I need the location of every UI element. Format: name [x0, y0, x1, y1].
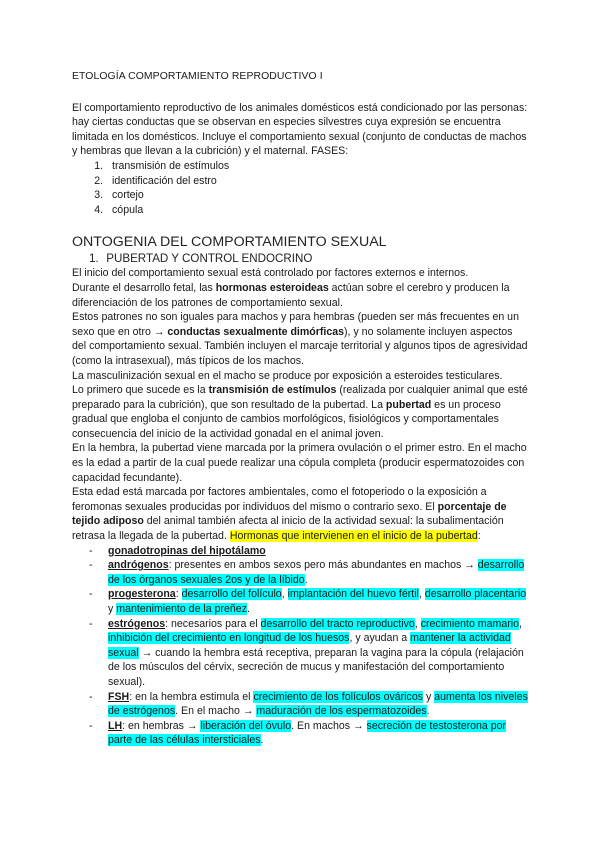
highlighted-text: Hormonas que intervienen en el inicio de la pubertad — [229, 530, 478, 543]
highlighted-text: liberación del óvulo — [200, 719, 292, 732]
bold-term: transmisión de estímulos — [208, 384, 337, 397]
list-item: - LH: en hembras → liberación del óvulo. En machos → secreción de testosterona por parte de las células intersticiales. — [89, 719, 507, 747]
bold-term: porcentaje de tejido adiposo — [72, 500, 507, 528]
highlighted-text: mantenimiento de la preñez — [116, 603, 247, 615]
hormone-name: LH — [108, 719, 123, 732]
highlighted-text: inhibición del crecimiento en longitud de los huesos — [108, 632, 350, 645]
highlighted-text: mantener la actividad sexual — [108, 632, 511, 659]
list-item: - FSH: en la hembra estimula el crecimiento de los folículos ováricos y aumenta los niveles de estrógenos. En el macho → maduración de los espermatozoides. — [89, 690, 528, 718]
highlighted-text: desarrollo placentario — [424, 588, 527, 601]
section-heading: ONTOGENIA DEL COMPORTAMIENTO SEXUAL — [72, 234, 387, 251]
paragraph: La masculinización sexual en el macho se produce por exposición a esteroides testiculares. — [72, 369, 503, 382]
list-item: - gonadotropinas del hipotálamo — [89, 544, 266, 557]
highlighted-text: maduración de los espermatozoides — [256, 705, 427, 718]
list-item: - estrógenos: necesarios para el desarrollo del tracto reproductivo, crecimiento mamario, inhibición del crecimiento en longitud de los huesos, y ayudan a mantener la actividad sexual → cuando la hembra está receptiva, preparan la vagina para la cópula (relajación de los músculos del cérvix, secreción de mucus y manifestación del comportamiento sexual). — [89, 617, 524, 688]
document-title: ETOLOGÍA COMPORTAMIENTO REPRODUCTIVO I — [72, 71, 323, 82]
highlighted-text: desarrollo del folículo — [181, 588, 282, 601]
hormone-name: andrógenos — [108, 559, 169, 572]
hormone-name: gonadotropinas del hipotálamo — [108, 544, 266, 557]
list-item: 2. identificación del estro — [106, 174, 528, 189]
paragraph: Durante el desarrollo fetal, las hormonas esteroideas actúan sobre el cerebro y producen la diferenciación de los patrones de comportamiento sexual. — [72, 281, 510, 309]
highlighted-text: desarrollo del tracto reproductivo — [260, 617, 415, 630]
hormone-name: estrógenos — [108, 617, 166, 630]
highlighted-text: crecimiento mamario — [420, 617, 520, 630]
list-item: - progesterona: desarrollo del folículo, implantación del huevo fértil, desarrollo placentario y mantenimiento de la preñez. — [89, 588, 527, 615]
bold-term: hormonas esteroideas — [215, 281, 329, 294]
document-body — [72, 70, 528, 748]
hormone-name: progesterona — [108, 588, 176, 601]
list-item: 3. cortejo — [106, 188, 528, 203]
highlighted-text: desarrollo de los órganos sexuales 2os y de la líbido — [108, 559, 525, 586]
subsection-number: 1. — [89, 252, 99, 266]
paragraph: El inicio del comportamiento sexual está controlado por factores externos e internos. — [72, 267, 469, 280]
paragraph: Esta edad está marcada por factores ambientales, como el fotoperiodo o la exposición a feromonas sexuales producidas por individuos del mismo o contrario sexo. El porcentaje de tejido adiposo del animal también afecta al inicio de la actividad sexual: la subalimentación retrasa la llegada de la pubertad. Hormonas que intervienen en el inicio de la pubertad: — [72, 486, 507, 543]
highlighted-text: aumenta los niveles de estrógenos — [108, 690, 528, 718]
highlighted-text: crecimiento de los folículos ováricos — [253, 690, 424, 703]
bold-term: pubertad — [385, 398, 432, 411]
paragraph: Lo primero que sucede es la transmisión de estímulos (realizada por cualquier animal que esté preparado para la cubrición), que son resultado de la pubertad. La pubertad es un proceso gradual que engloba el conjunto de cambios morfológicos, fisiológicos y comportamentales consecuencia del inicio de la actividad gonadal en el animal joven. — [72, 384, 528, 440]
paragraph: Estos patrones no son iguales para machos y para hembras (pueden ser más frecuentes en un sexo que en otro → conductas sexualmente dimórficas), y no solamente incluyen aspectos del comportamiento sexual. También incluyen el marcaje territorial y algunos tipos de agresividad (como la intrasexual), más típicos de los machos. — [72, 311, 528, 367]
hormones-list — [72, 544, 528, 748]
highlighted-text: implantación del huevo fértil — [287, 588, 419, 601]
hormone-name: FSH — [108, 690, 130, 703]
phases-list — [72, 159, 528, 217]
intro-paragraph: El comportamiento reproductivo de los animales domésticos está condicionado por las personas: hay ciertas conductas que se observan en especies silvestres cuya expresión se encuentra limitada en los domésticos. Incluye el comportamiento sexual (conjunto de conductas de machos y hembras que llevan a la cubrición) y el maternal. FASES: — [72, 101, 528, 158]
paragraph: En la hembra, la pubertad viene marcada por la primera ovulación o el primer estro. En el macho es la edad a partir de la cual puede realizar una cópula completa (producir espermatozoides con capacidad fecundante). — [72, 442, 527, 484]
subsection-heading — [72, 251, 528, 266]
list-item: 1. transmisión de estímulos — [106, 159, 528, 174]
subsection-label: PUBERTAD Y CONTROL ENDOCRINO — [106, 252, 313, 266]
bold-term: conductas sexualmente dimórficas — [167, 325, 345, 338]
list-item: 4. cópula — [106, 203, 528, 218]
highlighted-text: secreción de testosterona por parte de las células intersticiales — [108, 719, 507, 747]
list-item: - andrógenos: presentes en ambos sexos pero más abundantes en machos → desarrollo de los órganos sexuales 2os y de la líbido. — [89, 559, 525, 586]
